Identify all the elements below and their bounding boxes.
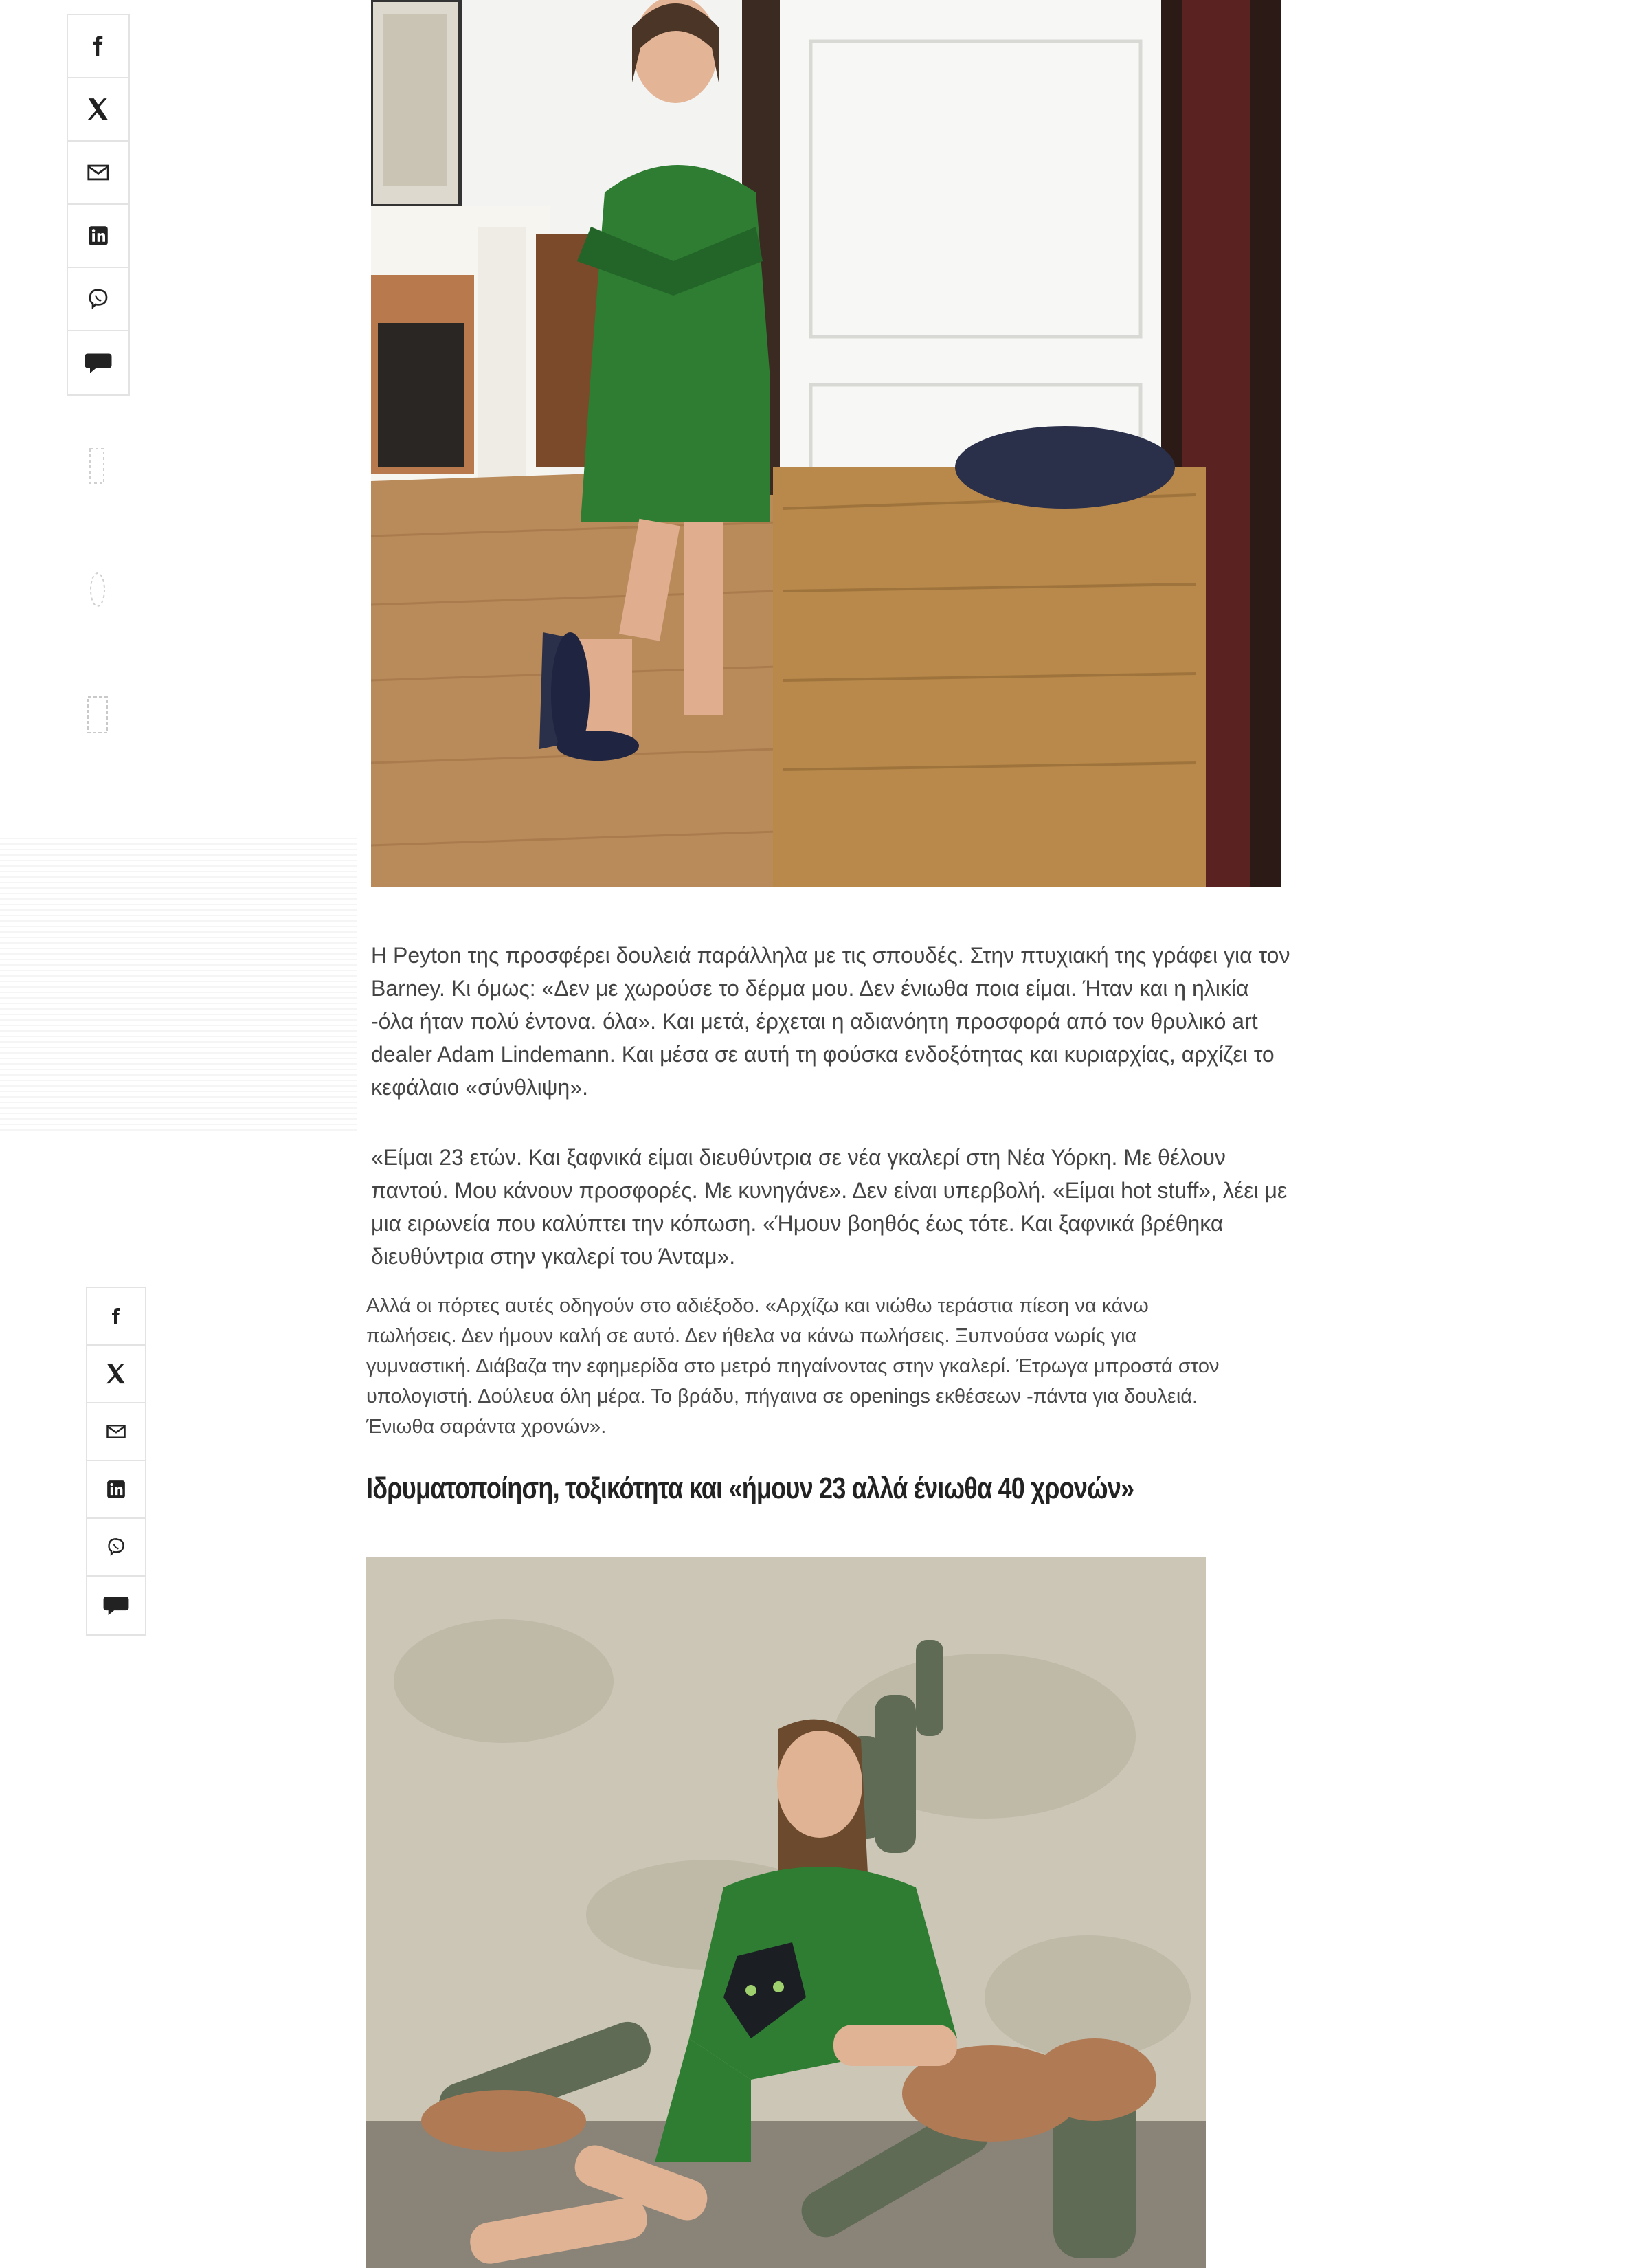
share-x-button[interactable] xyxy=(68,78,128,142)
facebook-icon xyxy=(108,1308,124,1324)
share-facebook-button[interactable] xyxy=(87,1288,145,1346)
background-artifact xyxy=(0,835,357,1131)
x-twitter-icon xyxy=(104,1362,128,1386)
email-icon xyxy=(87,161,110,184)
share-bar-top xyxy=(67,14,130,396)
info-ghost-icon xyxy=(88,570,107,609)
linkedin-icon xyxy=(106,1480,126,1499)
share-facebook-button[interactable] xyxy=(68,15,128,78)
share-viber-button[interactable] xyxy=(68,268,128,331)
photo-2-illustration xyxy=(366,1557,1206,2268)
share-email-button[interactable] xyxy=(68,142,128,205)
viber-icon xyxy=(87,288,109,310)
comments-button[interactable] xyxy=(68,331,128,394)
share-x-button[interactable] xyxy=(87,1346,145,1403)
x-twitter-icon xyxy=(85,96,111,122)
email-icon xyxy=(106,1421,126,1442)
viber-icon xyxy=(106,1537,126,1557)
photo-1-illustration xyxy=(371,0,1281,887)
article-paragraph: «Είμαι 23 ετών. Και ξαφνικά είμαι διευθύντρια σε νέα γκαλερί στη Νέα Υόρκη. Με θέλουν παντού. Μου κάνουν προσφορές. Με κυνηγάνε». Δεν είναι υπερβολή. «Είμαι hot stuff», λέει με μια ειρωνεία που καλύπτει την κόπωση. «Ήμουν βοηθός έως τότε. Και ξαφνικά βρέθηκα διευθύντρια στην γκαλερί του Άνταμ». xyxy=(371,1145,1288,1269)
article-photo-2 xyxy=(366,1557,1206,2268)
facebook-icon xyxy=(88,36,109,56)
comments-button[interactable] xyxy=(87,1577,145,1634)
share-viber-button[interactable] xyxy=(87,1519,145,1577)
share-linkedin-button[interactable] xyxy=(87,1461,145,1519)
share-linkedin-button[interactable] xyxy=(68,205,128,268)
share-email-button[interactable] xyxy=(87,1403,145,1461)
comment-icon xyxy=(102,1594,130,1617)
linkedin-icon xyxy=(88,225,109,246)
comment-icon xyxy=(84,351,113,375)
article-paragraph: Αλλά οι πόρτες αυτές οδηγούν στο αδιέξοδο. «Αρχίζω και νιώθω τεράστια πίεση να κάνω πωλήσεις. Δεν ήμουν καλή σε αυτό. Δεν ήθελα να κάνω πωλήσεις. Ξυπνούσα νωρίς για γυμναστική. Διάβαζα την εφημερίδα στο μετρό πηγαίνοντας στην γκαλερί. Έτρωγα μπροστά στον υπολογιστή. Δούλευα όλη μέρα. Το βράδυ, πήγαινα σε openings εκθέσεων -πάντα για δουλειά. Ένιωθα σαράντα χρονών». xyxy=(366,1295,1220,1438)
bookmark-ghost-icon xyxy=(88,447,106,485)
print-ghost-icon xyxy=(85,694,110,738)
share-bar-inline xyxy=(86,1287,146,1636)
article-paragraph: Η Peyton της προσφέρει δουλειά παράλληλα με τις σπουδές. Στην πτυχιακή της γράφει για τον Barney. Κι όμως: «Δεν με χωρούσε το δέρμα μου. Δεν ένιωθα ποια είμαι. Ήταν και η ηλικία -όλα ήταν πολύ έντονα. όλα». Και μετά, έρχεται η αδιανόητη προσφορά από τον θρυλικό art dealer Adam Lindemann. Και μέσα σε αυτή τη φούσκα ενδοξότητας και κυριαρχίας, αρχίζει το κεφάλαιο «σύνθλιψη». xyxy=(371,943,1290,1100)
section-heading: Ιδρυματοποίηση, τοξικότητα και «ήμουν 23 αλλά ένιωθα 40 χρονών» xyxy=(366,1471,1134,1505)
article-photo-1 xyxy=(371,0,1281,887)
